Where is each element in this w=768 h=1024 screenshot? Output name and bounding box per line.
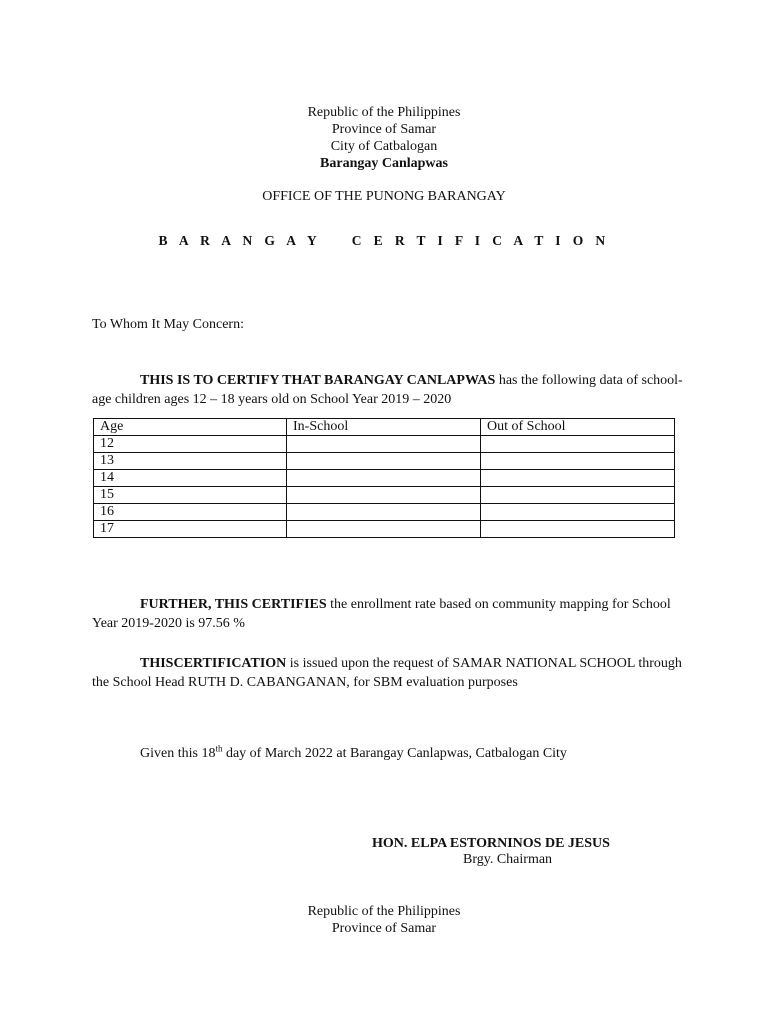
footer-province: Province of Samar	[331, 921, 437, 936]
footer-republic: Republic of the Philippines	[307, 904, 461, 919]
signatory-title: Brgy. Chairman	[463, 852, 553, 867]
cell-age: 14	[94, 470, 287, 487]
cell-out-of-school	[481, 470, 675, 487]
cell-in-school	[287, 453, 481, 470]
cell-age: 17	[94, 521, 287, 538]
cell-age: 15	[94, 487, 287, 504]
paragraph-enrollment-text: the enrollment rate based on community mapping for School Year 2019-2020 is 97.56 %	[92, 597, 671, 631]
cell-in-school	[287, 504, 481, 521]
cell-out-of-school	[481, 453, 675, 470]
paragraph-certify	[92, 372, 692, 409]
office-title: OFFICE OF THE PUNONG BARANGAY	[262, 189, 506, 204]
given-line	[140, 743, 567, 762]
cell-out-of-school	[481, 521, 675, 538]
cell-in-school	[287, 436, 481, 453]
header-province: Province of Samar	[331, 122, 437, 137]
header-in-school: In-School	[287, 419, 481, 436]
cell-in-school	[287, 487, 481, 504]
given-sup: th	[215, 743, 223, 754]
cell-age: 13	[94, 453, 287, 470]
table-row	[94, 521, 675, 538]
table-row	[94, 487, 675, 504]
paragraph-request	[92, 655, 692, 692]
cell-out-of-school	[481, 436, 675, 453]
header-barangay: Barangay Canlapwas	[320, 156, 448, 171]
cell-in-school	[287, 470, 481, 487]
table-row	[94, 470, 675, 487]
header-out-of-school: Out of School	[481, 419, 675, 436]
paragraph-request-text: is issued upon the request of SAMAR NATIONAL SCHOOL through the School Head RUTH D. CABANGANAN, for SBM evaluation purposes	[92, 656, 682, 690]
given-after: day of March 2022 at Barangay Canlapwas, Catbalogan City	[222, 746, 567, 761]
header-age: Age	[94, 419, 287, 436]
table-row	[94, 436, 675, 453]
table-header-row	[94, 419, 675, 436]
table-row	[94, 453, 675, 470]
cell-age: 12	[94, 436, 287, 453]
header-city: City of Catbalogan	[330, 139, 438, 154]
cell-out-of-school	[481, 504, 675, 521]
certification-title: B A R A N G A Y C E R T I F I C A T I O N	[158, 233, 610, 248]
table-row	[94, 504, 675, 521]
paragraph-enrollment-bold: FURTHER, THIS CERTIFIES	[140, 597, 327, 612]
paragraph-certify-text: has the following data of school-age children ages 12 – 18 years old on School Year 2019 – 2020	[92, 373, 683, 407]
cell-in-school	[287, 521, 481, 538]
header-republic: Republic of the Philippines	[307, 105, 461, 120]
cell-age: 16	[94, 504, 287, 521]
paragraph-certify-bold: THIS IS TO CERTIFY THAT BARANGAY CANLAPWAS	[140, 373, 496, 388]
given-before: Given this 18	[140, 746, 216, 761]
signatory-name: HON. ELPA ESTORNINOS DE JESUS	[372, 836, 610, 851]
paragraph-enrollment	[92, 596, 692, 633]
paragraph-request-bold: THISCERTIFICATION	[140, 656, 287, 671]
cell-out-of-school	[481, 487, 675, 504]
salutation: To Whom It May Concern:	[92, 317, 244, 332]
school-age-table	[93, 418, 675, 538]
